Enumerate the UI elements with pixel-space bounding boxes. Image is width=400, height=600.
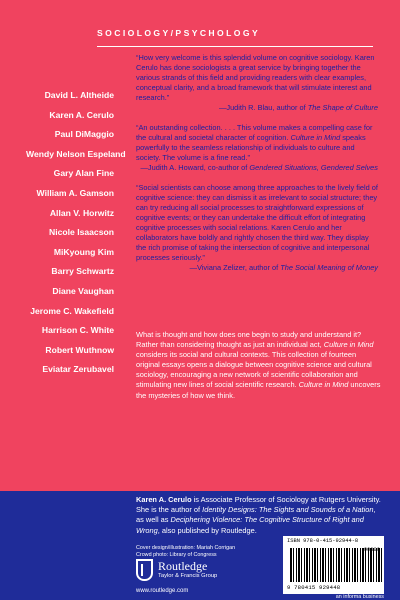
barcode-bar	[293, 548, 294, 582]
barcode-bar	[352, 548, 353, 582]
quote-text-part: “An outstanding collection. . . . This volume makes a compelling case for the cultural and societal character of cognition.	[136, 123, 373, 142]
bio-text: is Associate Professor of Sociology at Rutgers University. She is the author of	[136, 495, 381, 515]
barcode-bar	[344, 548, 345, 582]
quote-attribution	[136, 103, 378, 113]
barcode-bar	[298, 548, 300, 582]
contributor-name: Barry Schwartz	[51, 266, 114, 277]
contributor-name: Gary Alan Fine	[53, 168, 114, 179]
contributor-name: David L. Altheide	[44, 90, 114, 100]
barcode-bar	[360, 548, 361, 582]
barcode-bar	[370, 548, 372, 582]
contributor-name: Robert Wuthnow	[45, 344, 114, 355]
barcode-bar	[333, 548, 334, 582]
contributor-name: Wendy Nelson Espeland	[26, 148, 126, 159]
bio-book-title: Deciphering Violence: The Cognitive Structure of Right and Wrong	[136, 515, 364, 535]
quote-text-part: speaks powerfully to the seamless relationship of individuals to culture and society. The volume is a fine read.”	[136, 133, 366, 162]
contributor-name: Harrison C. White	[41, 325, 114, 336]
contributor-name: Jerome C. Wakefield	[30, 305, 114, 316]
barcode-bar	[320, 548, 321, 582]
contributor-name: Allan V. Horwitz	[49, 207, 114, 218]
author-bio	[136, 495, 383, 536]
description-book-title: Culture in Mind	[298, 380, 349, 390]
attribution-author: —Judith R. Blau, author of	[218, 103, 308, 112]
ean-number: 9 780415 929448	[287, 584, 341, 591]
contributor-list	[26, 86, 126, 380]
barcode-bar	[290, 548, 292, 582]
contributor-name: Nicole Isaacson	[49, 227, 114, 238]
endorsements	[136, 53, 378, 283]
barcode-bar	[349, 548, 350, 582]
photo-credit: Crowd photo: Library of Congress	[136, 552, 217, 559]
barcode-bar	[376, 548, 377, 582]
barcode-area	[283, 536, 384, 594]
routledge-shield-icon	[136, 559, 153, 581]
barcode-bar	[378, 548, 380, 582]
barcode-bar	[357, 548, 358, 582]
barcode-bar	[354, 548, 356, 582]
contributor-name: Eviatar Zerubavel	[42, 364, 114, 375]
barcode-bar	[338, 548, 340, 582]
barcode-bar	[362, 548, 364, 582]
barcode-bar	[304, 548, 305, 582]
attribution-book-title: Gendered Situations, Gendered Selves	[249, 163, 378, 172]
contributor-name: William A. Gamson	[36, 187, 114, 198]
category-divider	[97, 46, 373, 47]
endorsement-quote	[136, 53, 378, 113]
contributor-name: Paul DiMaggio	[54, 129, 114, 140]
publisher-group: Taylor & Francis Group	[158, 573, 218, 579]
quote-book-title: Culture in Mind	[290, 133, 341, 142]
bio-book-title: Identity Designs: The Sights and Sounds of a Nation	[202, 505, 374, 515]
attribution-author: —Judith A. Howard, co-author of	[140, 163, 250, 172]
description-text: uncovers the mysteries of how we think.	[136, 380, 381, 400]
barcode-bar	[368, 548, 369, 582]
quote-attribution	[136, 163, 378, 173]
barcode-bar	[341, 548, 342, 582]
attribution-book-title: The Shape of Culture	[307, 103, 378, 112]
barcode-bar	[312, 548, 313, 582]
barcode-bar	[381, 548, 382, 582]
barcode-bar	[325, 548, 326, 582]
quote-text: “Social scientists can choose among three approaches to the lively field of cognitive science: they can dismiss it as irrelevant to social structure; they can try reducing all social processes to straightforward expressions of cognitive events; or they can undertake the difficult effort of integrating cognitive processes with social relations. Karen Cerulo and her collaborators have boldly and rightly chosen the third way. They display the rich promise of taking the intersection of cognitive and interpersonal processes seriously.”	[136, 183, 378, 262]
endorsement-quote	[136, 123, 378, 173]
description-text: considers its social and cultural contexts. This collection of fourteen original essays opens a dialogue between cognitive science and cultural sociology, encouraging a new network of scientific collaboration and stimulating new lines of social scientific research.	[136, 350, 372, 390]
bio-text: , as well as	[136, 505, 376, 525]
barcode-bar	[373, 548, 374, 582]
cover-credits	[136, 545, 235, 559]
publisher-website: www.routledge.com	[136, 588, 189, 594]
contributor-name: Karen A. Cerulo	[49, 109, 114, 120]
quote-attribution	[136, 263, 378, 273]
barcode-bar	[336, 548, 337, 582]
barcode-bar	[322, 548, 324, 582]
bio-author-name: Karen A. Cerulo	[136, 495, 192, 504]
barcode-bar	[301, 548, 302, 582]
barcode-bar	[306, 548, 308, 582]
barcode-bar	[314, 548, 316, 582]
attribution-book-title: The Social Meaning of Money	[280, 263, 378, 272]
barcode-bar	[296, 548, 297, 582]
publisher-logo	[136, 559, 256, 589]
barcode-bar	[346, 548, 348, 582]
endorsement-quote	[136, 183, 378, 273]
description-text: What is thought and how does one begin to study and understand it? Rather than considering thought as just an individual act,	[136, 330, 362, 350]
barcode-bar	[309, 548, 310, 582]
cover-design-credit: Cover design/illustration: Mariah Corrigan	[136, 545, 236, 551]
book-description	[136, 330, 381, 401]
contributor-name: MiKyoung Kim	[53, 246, 114, 257]
quote-text: “How very welcome is this splendid volume on cognitive sociology. Karen Cerulo has done sociologists a great service by bringing together the various strands of this field and providing readers with clear examples, conceptual clarity, and a broad framework that will stimulate interest and research.”	[136, 53, 375, 102]
bio-text: , also published by Routledge.	[157, 525, 257, 535]
isbn-label: ISBN 978-0-415-92944-8	[287, 538, 359, 544]
attribution-author: —Viviana Zelizer, author of	[189, 263, 281, 272]
barcode-bar	[330, 548, 332, 582]
quote-text	[136, 123, 378, 163]
category-label: SOCIOLOGY/PSYCHOLOGY	[97, 28, 261, 38]
barcode-bar	[365, 548, 366, 582]
publisher-name: Routledge	[158, 559, 208, 573]
description-book-title: Culture in Mind	[323, 340, 374, 350]
informa-tagline: an informa business	[335, 594, 384, 600]
contributor-name: Diane Vaughan	[52, 285, 114, 296]
barcode-bar	[328, 548, 329, 582]
barcode-bar	[317, 548, 318, 582]
